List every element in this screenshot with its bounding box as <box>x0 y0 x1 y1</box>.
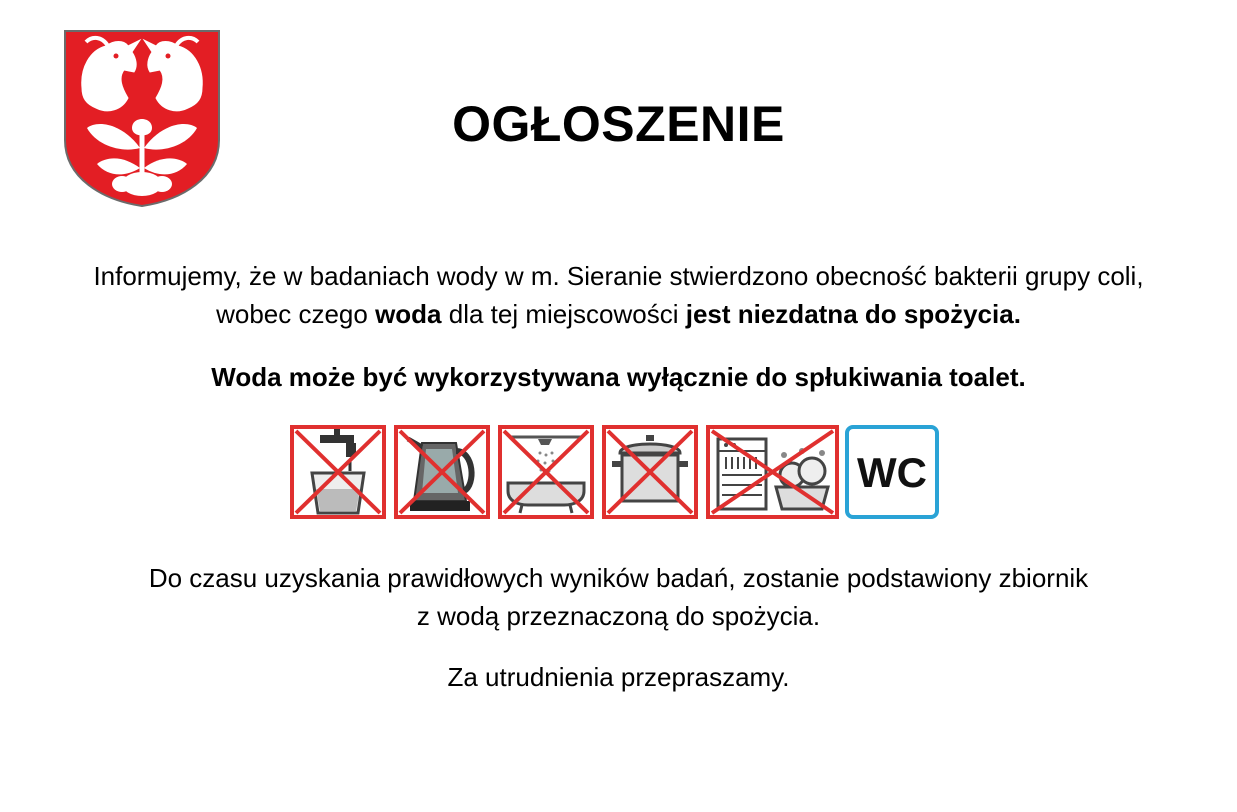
apology: Za utrudnienia przepraszamy. <box>447 662 790 692</box>
info-text-part: Informujemy, że w badaniach wody w m. Sieranie stwierdzono obecność bakterii grupy coli, wobec czego <box>93 261 1144 329</box>
info-bold-water: woda <box>375 299 442 329</box>
no-drinking-water-icon <box>290 425 386 519</box>
tank-notice-line1: Do czasu uzyskania prawidłowych wyników badań, zostanie podstawiony zbiornik <box>148 563 1089 593</box>
info-paragraph <box>60 257 1177 333</box>
tank-notice-line2: z wodą przeznaczoną do spożycia. <box>416 601 821 631</box>
wc-icon <box>845 425 939 519</box>
no-dishwashing-icon <box>706 425 839 519</box>
no-bathing-icon <box>498 425 594 519</box>
wc-label: WC <box>857 449 927 496</box>
no-cooking-icon <box>602 425 698 519</box>
no-kettle-icon <box>394 425 490 519</box>
page-title: OGŁOSZENIE <box>452 96 785 152</box>
pictogram-row <box>290 425 939 521</box>
info-text-part: dla tej miejscowości <box>441 299 686 329</box>
tank-notice <box>60 559 1177 635</box>
usage-notice: Woda może być wykorzystywana wyłącznie do spłukiwania toalet. <box>211 362 1026 392</box>
info-bold-not-drinkable: jest niezdatna do spożycia. <box>685 299 1021 329</box>
